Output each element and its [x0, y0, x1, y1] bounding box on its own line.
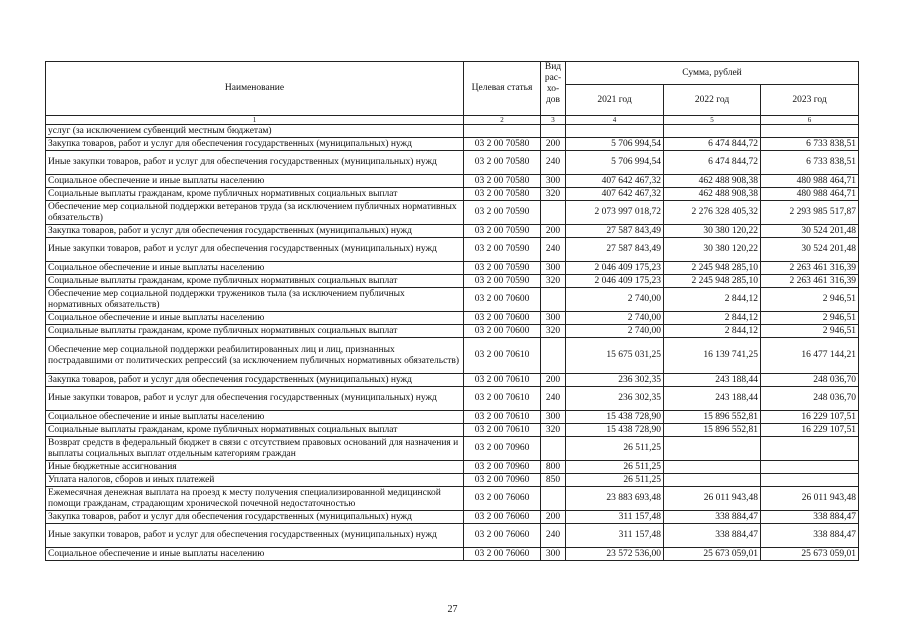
row-amount-2022: 16 139 741,25 — [664, 338, 761, 374]
table-row — [46, 524, 859, 548]
row-amount-2021: 15 438 728,90 — [566, 424, 664, 437]
row-amount-2021: 27 587 843,49 — [566, 225, 664, 238]
row-amount-2021: 2 046 409 175,23 — [566, 275, 664, 288]
row-name: Возврат средств в федеральный бюджет в связи с отсутствием правовых оснований для назначения и выплаты социальных выплат отдельным категориям граждан — [46, 437, 464, 461]
row-amount-2023 — [761, 437, 859, 461]
row-name: Закупка товаров, работ и услуг для обеспечения государственных (муниципальных) нужд — [46, 511, 464, 524]
row-name: Закупка товаров, работ и услуг для обеспечения государственных (муниципальных) нужд — [46, 225, 464, 238]
row-name: Иные закупки товаров, работ и услуг для обеспечения государственных (муниципальных) нужд — [46, 387, 464, 411]
row-amount-2022: 2 276 328 405,32 — [664, 201, 761, 225]
row-amount-2022: 6 474 844,72 — [664, 138, 761, 151]
row-amount-2023: 2 946,51 — [761, 312, 859, 325]
row-amount-2021: 2 740,00 — [566, 325, 664, 338]
row-target-item: 03 2 00 76060 — [464, 487, 541, 511]
page-number: 27 — [447, 604, 458, 615]
row-name: Иные закупки товаров, работ и услуг для обеспечения государственных (муниципальных) нужд — [46, 524, 464, 548]
row-target-item: 03 2 00 70580 — [464, 151, 541, 175]
row-target-item: 03 2 00 70590 — [464, 201, 541, 225]
header-expense-type: Вид рас- хо- дов — [541, 62, 566, 116]
table-row — [46, 175, 859, 188]
row-amount-2022: 30 380 120,22 — [664, 225, 761, 238]
row-name: Социальные выплаты гражданам, кроме публичных нормативных социальных выплат — [46, 325, 464, 338]
row-expense-type: 320 — [541, 188, 566, 201]
row-name: Уплата налогов, сборов и иных платежей — [46, 474, 464, 487]
row-amount-2021: 15 438 728,90 — [566, 411, 664, 424]
row-amount-2022: 25 673 059,01 — [664, 548, 761, 561]
budget-table — [45, 61, 859, 561]
table-row — [46, 437, 859, 461]
row-amount-2021: 15 675 031,25 — [566, 338, 664, 374]
row-target-item: 03 2 00 70600 — [464, 312, 541, 325]
row-expense-type: 240 — [541, 238, 566, 262]
row-amount-2022: 2 245 948 285,10 — [664, 262, 761, 275]
table-row — [46, 262, 859, 275]
row-name: Иные закупки товаров, работ и услуг для обеспечения государственных (муниципальных) нужд — [46, 151, 464, 175]
row-amount-2021: 26 511,25 — [566, 474, 664, 487]
row-amount-2022: 6 474 844,72 — [664, 151, 761, 175]
table-row — [46, 424, 859, 437]
row-amount-2023: 16 477 144,21 — [761, 338, 859, 374]
row-amount-2021: 311 157,48 — [566, 524, 664, 548]
row-amount-2023: 338 884,47 — [761, 524, 859, 548]
row-amount-2022 — [664, 437, 761, 461]
row-amount-2022: 15 896 552,81 — [664, 411, 761, 424]
row-target-item: 03 2 00 70610 — [464, 338, 541, 374]
table-row — [46, 548, 859, 561]
row-amount-2021: 236 302,35 — [566, 387, 664, 411]
row-name: Социальное обеспечение и иные выплаты населению — [46, 312, 464, 325]
row-target-item: 03 2 00 76060 — [464, 548, 541, 561]
row-amount-2023: 16 229 107,51 — [761, 424, 859, 437]
row-amount-2021: 26 511,25 — [566, 461, 664, 474]
row-target-item: 03 2 00 70960 — [464, 437, 541, 461]
row-amount-2021: 5 706 994,54 — [566, 151, 664, 175]
row-expense-type: 320 — [541, 325, 566, 338]
row-amount-2023: 248 036,70 — [761, 387, 859, 411]
table-row — [46, 151, 859, 175]
header-year-2021: 2021 год — [566, 85, 664, 116]
row-expense-type: 320 — [541, 424, 566, 437]
row-expense-type — [541, 125, 566, 138]
row-expense-type: 850 — [541, 474, 566, 487]
row-amount-2021: 311 157,48 — [566, 511, 664, 524]
row-name: Социальные выплаты гражданам, кроме публичных нормативных социальных выплат — [46, 188, 464, 201]
row-amount-2022: 462 488 908,38 — [664, 188, 761, 201]
table-row — [46, 312, 859, 325]
column-number: 6 — [761, 116, 859, 125]
row-target-item: 03 2 00 70960 — [464, 461, 541, 474]
row-amount-2021: 5 706 994,54 — [566, 138, 664, 151]
row-amount-2022: 243 188,44 — [664, 387, 761, 411]
row-target-item: 03 2 00 70590 — [464, 275, 541, 288]
row-name: Иные бюджетные ассигнования — [46, 461, 464, 474]
row-target-item: 03 2 00 70610 — [464, 424, 541, 437]
row-name: Социальные выплаты гражданам, кроме публичных нормативных социальных выплат — [46, 275, 464, 288]
column-number-row — [46, 116, 859, 125]
row-target-item: 03 2 00 70610 — [464, 387, 541, 411]
row-amount-2022: 2 844,12 — [664, 325, 761, 338]
table-header-row — [46, 62, 859, 85]
row-amount-2023: 480 988 464,71 — [761, 188, 859, 201]
row-expense-type — [541, 487, 566, 511]
row-amount-2023 — [761, 125, 859, 138]
row-expense-type: 200 — [541, 511, 566, 524]
row-amount-2023: 30 524 201,48 — [761, 225, 859, 238]
row-target-item: 03 2 00 70590 — [464, 262, 541, 275]
table-row — [46, 225, 859, 238]
table-row — [46, 325, 859, 338]
row-target-item: 03 2 00 70610 — [464, 374, 541, 387]
row-amount-2023 — [761, 461, 859, 474]
row-amount-2023: 30 524 201,48 — [761, 238, 859, 262]
row-amount-2022: 243 188,44 — [664, 374, 761, 387]
row-name: Закупка товаров, работ и услуг для обеспечения государственных (муниципальных) нужд — [46, 374, 464, 387]
table-row — [46, 338, 859, 374]
row-expense-type: 240 — [541, 524, 566, 548]
row-amount-2022: 26 011 943,48 — [664, 487, 761, 511]
row-amount-2023: 480 988 464,71 — [761, 175, 859, 188]
column-number: 2 — [464, 116, 541, 125]
row-amount-2021: 2 073 997 018,72 — [566, 201, 664, 225]
row-amount-2021: 2 740,00 — [566, 288, 664, 312]
table-row — [46, 487, 859, 511]
column-number: 1 — [46, 116, 464, 125]
row-target-item: 03 2 00 76060 — [464, 524, 541, 548]
row-amount-2023: 2 946,51 — [761, 288, 859, 312]
table-row — [46, 411, 859, 424]
row-target-item: 03 2 00 70580 — [464, 188, 541, 201]
row-amount-2021 — [566, 125, 664, 138]
row-name: Социальное обеспечение и иные выплаты населению — [46, 175, 464, 188]
row-target-item: 03 2 00 70610 — [464, 411, 541, 424]
row-amount-2021: 2 740,00 — [566, 312, 664, 325]
row-name: Социальное обеспечение и иные выплаты населению — [46, 548, 464, 561]
table-row — [46, 125, 859, 138]
row-amount-2022: 338 884,47 — [664, 511, 761, 524]
row-amount-2021: 236 302,35 — [566, 374, 664, 387]
row-target-item: 03 2 00 70960 — [464, 474, 541, 487]
table-row — [46, 138, 859, 151]
row-target-item: 03 2 00 70600 — [464, 325, 541, 338]
row-name: услуг (за исключением субвенций местным бюджетам) — [46, 125, 464, 138]
header-target-item: Целевая статья — [464, 62, 541, 116]
header-name: Наименование — [46, 62, 464, 116]
row-amount-2023: 16 229 107,51 — [761, 411, 859, 424]
table-row — [46, 288, 859, 312]
column-number: 3 — [541, 116, 566, 125]
row-amount-2023: 2 263 461 316,39 — [761, 262, 859, 275]
row-target-item: 03 2 00 70600 — [464, 288, 541, 312]
row-amount-2023: 2 293 985 517,87 — [761, 201, 859, 225]
row-expense-type: 300 — [541, 411, 566, 424]
row-amount-2023: 6 733 838,51 — [761, 151, 859, 175]
table-row — [46, 275, 859, 288]
row-amount-2023: 2 263 461 316,39 — [761, 275, 859, 288]
row-amount-2022 — [664, 125, 761, 138]
row-expense-type: 240 — [541, 387, 566, 411]
row-amount-2023: 338 884,47 — [761, 511, 859, 524]
row-name: Социальное обеспечение и иные выплаты населению — [46, 262, 464, 275]
row-expense-type — [541, 338, 566, 374]
header-year-2023: 2023 год — [761, 85, 859, 116]
row-name: Иные закупки товаров, работ и услуг для обеспечения государственных (муниципальных) нужд — [46, 238, 464, 262]
table-row — [46, 474, 859, 487]
row-target-item — [464, 125, 541, 138]
row-name: Ежемесячная денежная выплата на проезд к месту получения специализированной медицинской помощи гражданам, страдающим хронической почечной недостаточностью — [46, 487, 464, 511]
row-amount-2021: 407 642 467,32 — [566, 188, 664, 201]
row-expense-type — [541, 288, 566, 312]
column-number: 4 — [566, 116, 664, 125]
row-amount-2022: 15 896 552,81 — [664, 424, 761, 437]
row-amount-2021: 23 883 693,48 — [566, 487, 664, 511]
row-amount-2023: 25 673 059,01 — [761, 548, 859, 561]
row-expense-type: 300 — [541, 548, 566, 561]
row-amount-2023: 6 733 838,51 — [761, 138, 859, 151]
table-row — [46, 387, 859, 411]
row-amount-2021: 27 587 843,49 — [566, 238, 664, 262]
row-name: Социальное обеспечение и иные выплаты населению — [46, 411, 464, 424]
row-expense-type: 300 — [541, 175, 566, 188]
table-row — [46, 188, 859, 201]
row-expense-type: 200 — [541, 374, 566, 387]
row-expense-type: 300 — [541, 262, 566, 275]
header-sum: Сумма, рублей — [566, 62, 859, 85]
row-amount-2022: 338 884,47 — [664, 524, 761, 548]
row-amount-2023: 26 011 943,48 — [761, 487, 859, 511]
table-row — [46, 201, 859, 225]
row-expense-type: 200 — [541, 138, 566, 151]
row-name: Обеспечение мер социальной поддержки ветеранов труда (за исключением публичных нормативных обязательств) — [46, 201, 464, 225]
row-name: Обеспечение мер социальной поддержки реабилитированных лиц и лиц, признанных пострадавшими от политических репрессий (за исключением публичных нормативных обязательств) — [46, 338, 464, 374]
row-name: Социальные выплаты гражданам, кроме публичных нормативных социальных выплат — [46, 424, 464, 437]
row-expense-type — [541, 437, 566, 461]
row-name: Закупка товаров, работ и услуг для обеспечения государственных (муниципальных) нужд — [46, 138, 464, 151]
row-target-item: 03 2 00 70590 — [464, 238, 541, 262]
row-expense-type: 240 — [541, 151, 566, 175]
row-amount-2022 — [664, 474, 761, 487]
table-row — [46, 374, 859, 387]
row-name: Обеспечение мер социальной поддержки тружеников тыла (за исключением публичных нормативных обязательств) — [46, 288, 464, 312]
row-amount-2022: 30 380 120,22 — [664, 238, 761, 262]
column-number: 5 — [664, 116, 761, 125]
row-amount-2021: 23 572 536,00 — [566, 548, 664, 561]
row-target-item: 03 2 00 76060 — [464, 511, 541, 524]
row-target-item: 03 2 00 70580 — [464, 175, 541, 188]
row-target-item: 03 2 00 70580 — [464, 138, 541, 151]
row-amount-2022 — [664, 461, 761, 474]
table-row — [46, 511, 859, 524]
table-row — [46, 461, 859, 474]
row-amount-2023 — [761, 474, 859, 487]
row-expense-type: 800 — [541, 461, 566, 474]
row-expense-type: 300 — [541, 312, 566, 325]
header-year-2022: 2022 год — [664, 85, 761, 116]
row-expense-type — [541, 201, 566, 225]
row-amount-2022: 2 245 948 285,10 — [664, 275, 761, 288]
row-amount-2021: 2 046 409 175,23 — [566, 262, 664, 275]
row-amount-2021: 407 642 467,32 — [566, 175, 664, 188]
row-amount-2022: 2 844,12 — [664, 288, 761, 312]
row-amount-2021: 26 511,25 — [566, 437, 664, 461]
row-amount-2023: 2 946,51 — [761, 325, 859, 338]
row-expense-type: 320 — [541, 275, 566, 288]
row-expense-type: 200 — [541, 225, 566, 238]
row-target-item: 03 2 00 70590 — [464, 225, 541, 238]
row-amount-2022: 462 488 908,38 — [664, 175, 761, 188]
row-amount-2023: 248 036,70 — [761, 374, 859, 387]
row-amount-2022: 2 844,12 — [664, 312, 761, 325]
table-row — [46, 238, 859, 262]
